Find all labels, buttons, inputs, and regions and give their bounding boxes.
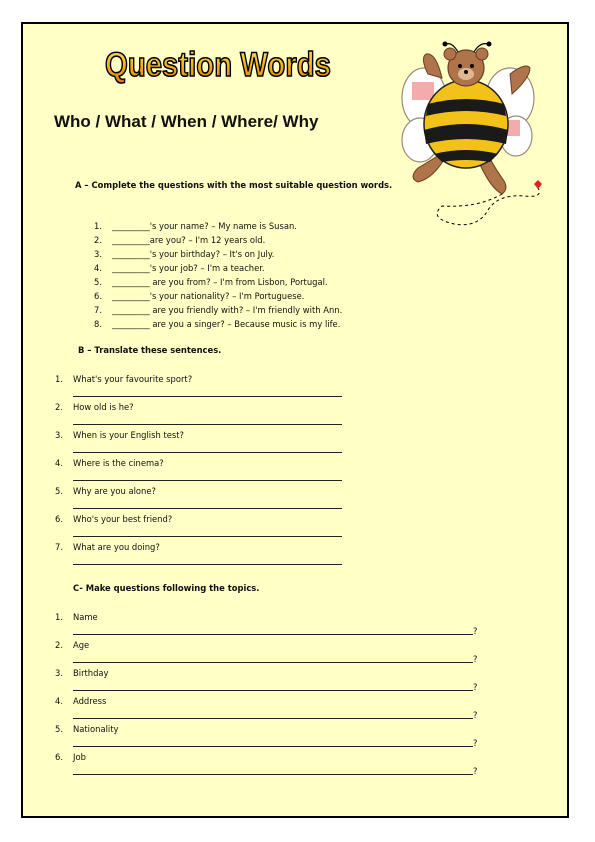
list-item-number: 1. [94,221,102,231]
list-item-number: 5. [55,724,63,734]
answer-line[interactable] [73,564,342,565]
list-item-number: 6. [55,752,63,762]
subtitle: Who / What / When / Where/ Why [54,112,319,131]
answer-blank[interactable]: _________ [112,249,150,259]
question-text: are you from? – I'm from Lisbon, Portugal. [149,277,328,287]
question-text: 's your name? – My name is Susan. [149,221,297,231]
topic-text: Birthday [73,668,109,678]
title-wordart [102,36,334,90]
sentence-text: When is your English test? [73,430,184,440]
topic-text: Age [73,640,90,650]
answer-line[interactable] [73,634,473,635]
answer-line[interactable] [73,396,342,397]
list-item-number: 6. [94,291,102,301]
answer-line[interactable] [73,536,342,537]
list-item-number: 5. [55,486,63,496]
answer-line[interactable] [73,690,473,691]
list-item-number: 5. [94,277,102,287]
answer-blank[interactable]: _________ [112,291,150,301]
answer-line[interactable] [73,774,473,775]
list-item-number: 1. [55,374,63,384]
sentence-text: Where is the cinema? [73,458,164,468]
question-mark: ? [473,682,478,692]
answer-blank[interactable]: _________ [112,319,150,329]
answer-line[interactable] [73,662,473,663]
list-item [112,249,274,259]
topic-text: Name [73,612,98,622]
answer-line[interactable] [73,746,473,747]
topic-text: Nationality [73,724,119,734]
list-item-number: 6. [55,514,63,524]
answer-line[interactable] [73,452,342,453]
list-item [112,235,265,245]
sentence-text: How old is he? [73,402,134,412]
topic-text: Job [73,752,86,762]
list-item [112,263,265,273]
list-item [112,221,297,231]
answer-line[interactable] [73,424,342,425]
answer-blank[interactable]: _________ [112,235,150,245]
answer-line[interactable] [73,508,342,509]
question-mark: ? [473,626,478,636]
list-item-number: 7. [94,305,102,315]
section-a-instruction: A – Complete the questions with the most suitable question words. [75,180,393,190]
answer-blank[interactable]: _________ [112,263,150,273]
list-item-number: 1. [55,612,63,622]
question-text: are you a singer? – Because music is my life. [149,319,341,329]
answer-line[interactable] [73,718,473,719]
list-item [112,277,328,287]
question-text: 's your nationality? – I'm Portuguese. [149,291,305,301]
list-item-number: 3. [55,668,63,678]
question-text: 's your birthday? – It's on July. [149,249,275,259]
question-text: 's your job? – I'm a teacher. [149,263,265,273]
list-item [112,305,342,315]
question-mark: ? [473,710,478,720]
list-item-number: 2. [55,640,63,650]
list-item-number: 2. [94,235,102,245]
list-item-number: 3. [94,249,102,259]
section-c-instruction: C- Make questions following the topics. [73,583,260,593]
list-item [112,291,304,301]
question-mark: ? [473,738,478,748]
sentence-text: Who's your best friend? [73,514,173,524]
answer-blank[interactable]: _________ [112,305,150,315]
list-item-number: 2. [55,402,63,412]
question-mark: ? [473,654,478,664]
page-title: Question Words [105,46,331,84]
answer-blank[interactable]: _________ [112,277,150,287]
answer-blank[interactable]: _________ [112,221,150,231]
sentence-text: What's your favourite sport? [73,374,193,384]
list-item-number: 4. [94,263,102,273]
list-item [112,319,340,329]
answer-line[interactable] [73,480,342,481]
list-item-number: 8. [94,319,102,329]
list-item-number: 3. [55,430,63,440]
section-b-instruction: B – Translate these sentences. [78,345,222,355]
list-item-number: 7. [55,542,63,552]
sentence-text: Why are you alone? [73,486,156,496]
question-mark: ? [473,766,478,776]
bee-teddy-illustration [398,38,550,242]
topic-text: Address [73,696,107,706]
question-text: are you? – I'm 12 years old. [149,235,266,245]
question-text: are you friendly with? – I'm friendly with Ann. [149,305,343,315]
sentence-text: What are you doing? [73,542,160,552]
list-item-number: 4. [55,458,63,468]
list-item-number: 4. [55,696,63,706]
